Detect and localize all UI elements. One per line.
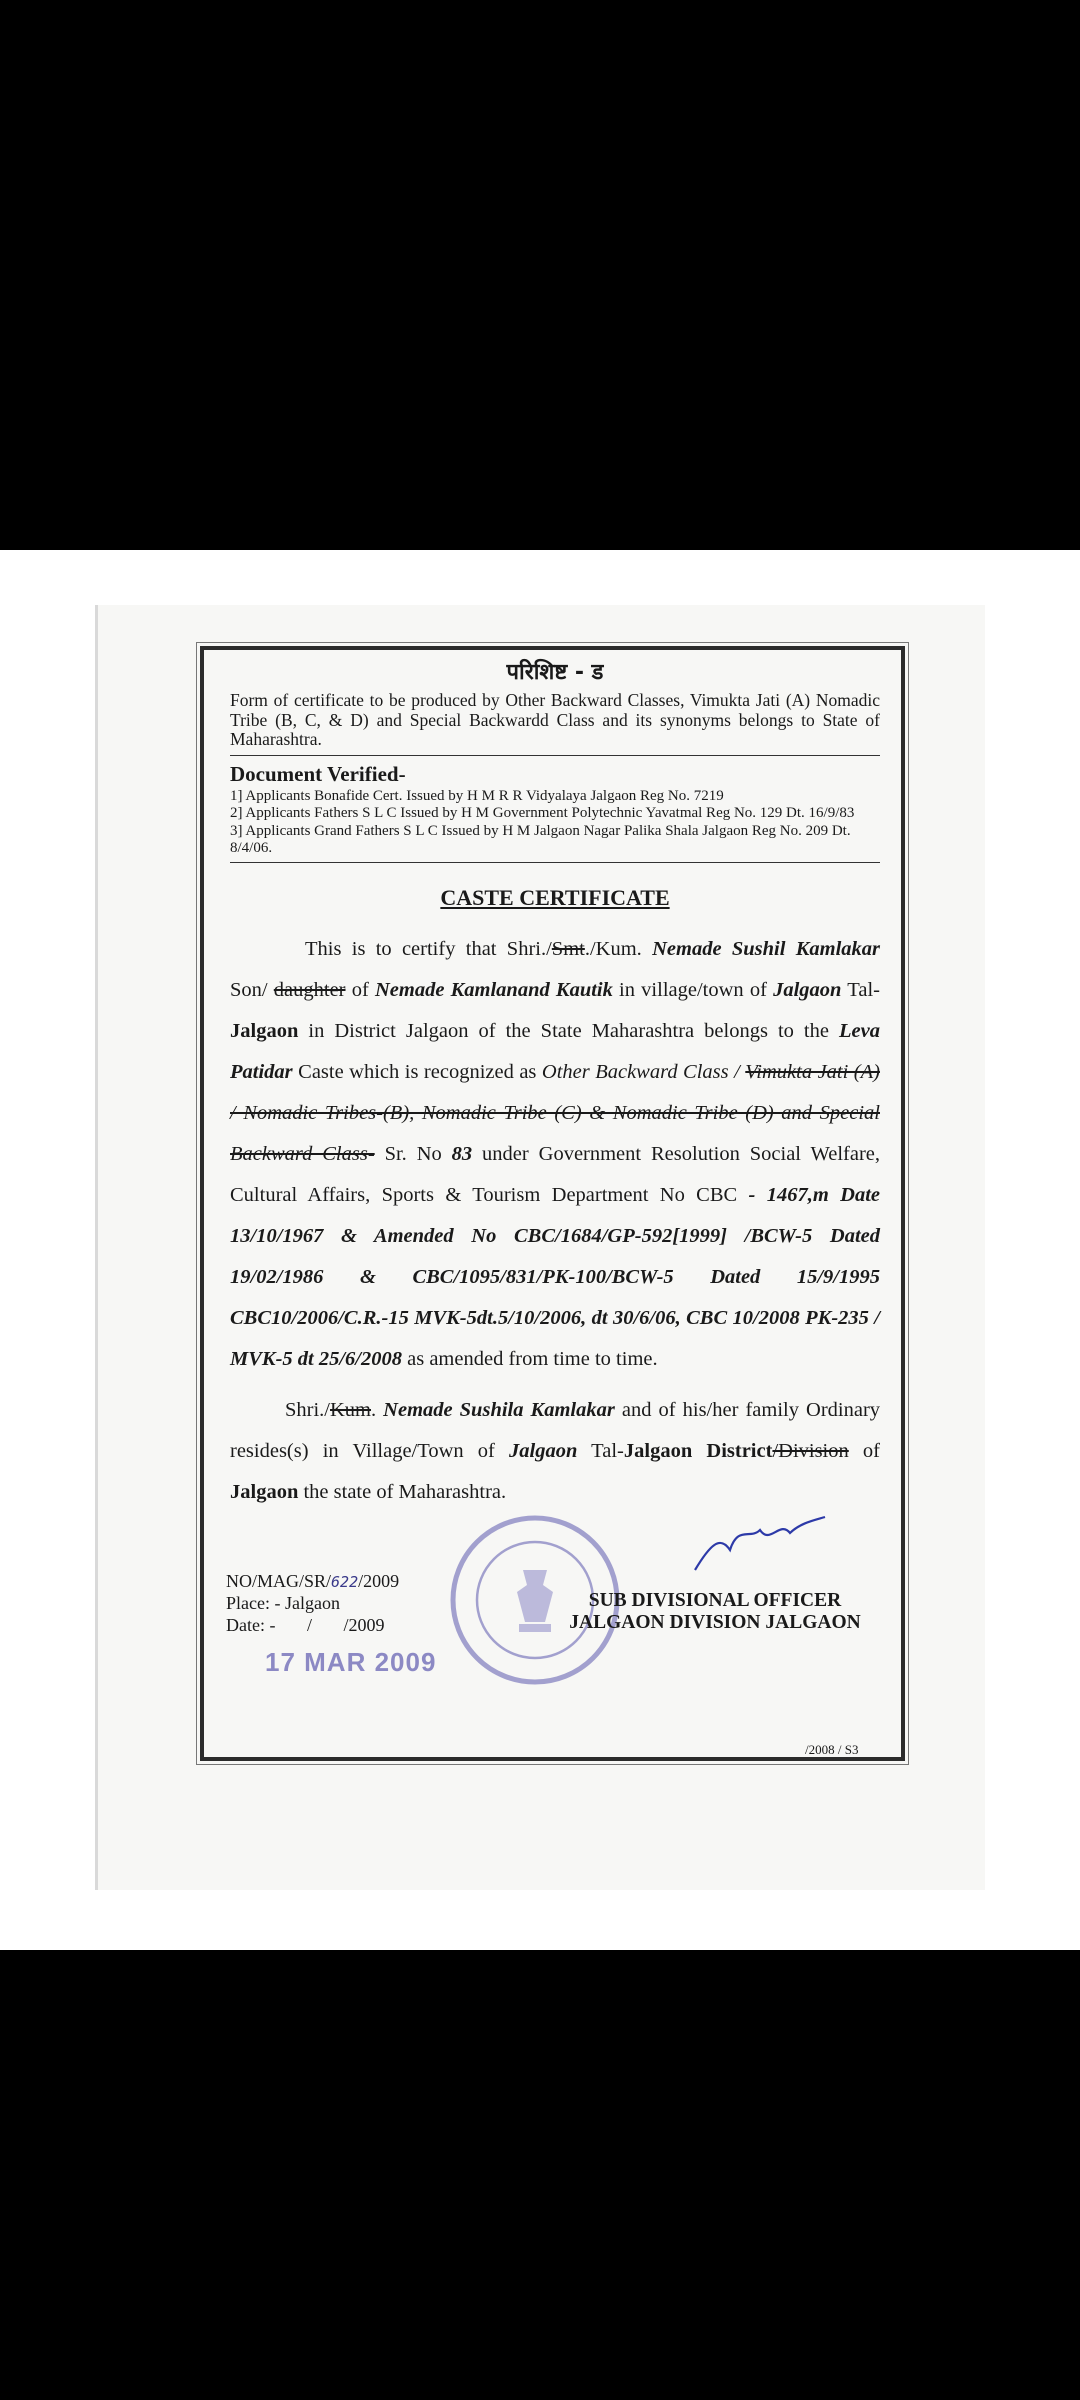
applicant-name: Nemade Sushil Kamlakar: [652, 937, 881, 960]
certificate-content: [230, 660, 880, 1513]
document-item: 3] Applicants Grand Fathers S L C Issued by H M Jalgaon Nagar Palika Shala Jalgaon Reg No. 209 Dt. 8/4/06.: [230, 822, 851, 856]
date-line: Date: - / /2009: [226, 1615, 385, 1635]
date-stamp: 17 MAR 2009: [265, 1647, 437, 1677]
divider: [230, 755, 880, 756]
certificate-title: CASTE CERTIFICATE: [440, 885, 670, 911]
village: Jalgaon: [773, 978, 842, 1001]
hindi-heading: परिशिष्ट - ड: [506, 660, 604, 685]
footer-note: /2008 / S3: [805, 1742, 859, 1757]
place: Place: - Jalgaon: [226, 1593, 340, 1613]
certificate-paragraph-2: Shri./Kum. Nemade Sushila Kamlakar and of his/her family Ordinary resides(s) in Village/Town of Jalgaon Tal-Jalgaon District/Division of Jalgaon the state of Maharashtra.: [230, 1398, 881, 1503]
government-resolution-refs: - 1467,m Date 13/10/1967 & Amended No CBC/1684/GP-592[1999] /BCW-5 Dated 19/02/1986 & CBC/1095/831/PK-100/BCW-5 Dated 15/9/1995 CBC10/2006/C.R.-15 MVK-5dt.5/10/2006, dt 30/6/06, CBC 10/2008 PK-235 / MVK-5 dt 25/6/2008: [230, 1183, 880, 1370]
taluka: Jalgaon: [230, 1019, 299, 1042]
reference-block: [226, 1572, 399, 1638]
officer-signature: [690, 1515, 830, 1575]
resident-name: Nemade Sushila Kamlakar: [383, 1398, 615, 1421]
document-item: 2] Applicants Fathers S L C Issued by H M Government Polytechnic Yavatmal Reg No. 129 Dt. 16/9/83: [230, 805, 855, 822]
struck-categories: Vimukta Jati (A) / Nomadic Tribes-(B), Nomadic Tribe (C) & Nomadic Tribe (D) and Special Backward Class-: [230, 1060, 880, 1165]
document-item: 1] Applicants Bonafide Cert. Issued by H M R R Vidyalaya Jalgaon Reg No. 7219: [230, 788, 724, 805]
paper-margin: [985, 550, 1080, 1950]
document-photo: [0, 550, 1080, 1950]
divider: [230, 862, 880, 863]
officer-designation: SUB DIVISIONAL OFFICER JALGAON DIVISION JALGAON: [569, 1590, 861, 1634]
paper-bottom: [0, 1890, 1080, 1950]
caste-name: Leva Patidar: [230, 1019, 880, 1083]
reference-number: NO/MAG/SR/622/2009: [226, 1571, 400, 1591]
serial-number: 83: [451, 1142, 473, 1165]
father-name: Nemade Kamlanand Kautik: [374, 978, 613, 1001]
documents-verified-heading: Document Verified-: [230, 762, 406, 787]
caste-category: Other Backward Class /: [541, 1060, 746, 1083]
certificate-paragraph-1: This is to certify that Shri./Smt./Kum. Nemade Sushil Kamlakar Son/ daughter of Nemade Kamlanand Kautik in village/town of Jalgaon Tal- Jalgaon in District Jalgaon of the State Maharashtra belongs to the Leva Patidar Caste which is recognized as Other Backward Class / Vimukta Jati (A) / Nomadic Tribes-(B), Nomadic Tribe (C) & Nomadic Tribe (D) and Special Backward Class- Sr. No 83 under Government Resolution Social Welfare, Cultural Affairs, Sports & Tourism Department No CBC - 1467,m Date 13/10/1967 & Amended No CBC/1684/GP-592[1999] /BCW-5 Dated 19/02/1986 & CBC/1095/831/PK-100/BCW-5 Dated 15/9/1995 CBC10/2006/C.R.-15 MVK-5dt.5/10/2006, dt 30/6/06, CBC 10/2008 PK-235 / MVK-5 dt 25/6/2008 as amended from time to time.: [230, 937, 881, 1370]
form-intro: Form of certificate to be produced by Other Backward Classes, Vimukta Jati (A) Nomadic Tribe (B, C, & D) and Special Backwardd Class and its synonyms belongs to State of Maharashtra.: [230, 690, 880, 750]
